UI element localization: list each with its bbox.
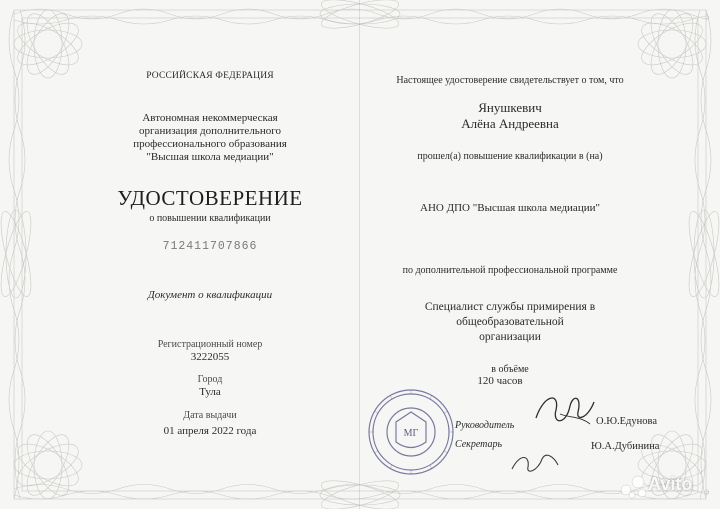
- secretary-signature: [508, 445, 563, 479]
- issuing-organization: [100, 112, 320, 164]
- program-line-2: организации: [479, 331, 541, 343]
- passed-statement: прошел(а) повышение квалификации в (на): [417, 151, 603, 162]
- org-line-3: профессионального образования: [133, 138, 287, 150]
- center-fold: [359, 0, 360, 509]
- document-title: УДОСТОВЕРЕНИЕ: [117, 186, 303, 210]
- certify-statement: Настоящее удостоверение свидетельствует о том, что: [396, 75, 624, 86]
- holder-surname: Янушкевич: [478, 100, 542, 115]
- city-label: Город: [197, 374, 223, 385]
- country-header: РОССИЙСКАЯ ФЕДЕРАЦИЯ: [146, 71, 274, 81]
- issue-date-label: Дата выдачи: [183, 410, 237, 421]
- watermark-text: Avito: [648, 474, 693, 494]
- official-seal: [366, 387, 456, 477]
- head-name: О.Ю.Едунова: [596, 416, 657, 427]
- org-line-4: "Высшая школа медиации": [146, 151, 274, 163]
- volume-label: в объёме: [491, 364, 529, 375]
- seal-monogram: МГ: [403, 428, 419, 439]
- program-name: [380, 300, 640, 345]
- registration-label: Регистрационный номер: [157, 339, 263, 350]
- secretary-name: Ю.А.Дубинина: [591, 441, 660, 452]
- org-line-2: организация дополнительного: [139, 125, 281, 137]
- org-line-1: Автономная некоммерческая: [142, 112, 278, 124]
- head-role-label: Руководитель: [455, 420, 515, 431]
- training-institution: АНО ДПО "Высшая школа медиации": [420, 202, 600, 214]
- program-line-1: Специалист службы примирения в общеобразовательной: [424, 301, 596, 328]
- volume-hours: 120 часов: [477, 375, 523, 387]
- head-signature: [530, 388, 598, 433]
- serial-number: 712411707866: [162, 240, 258, 253]
- document-type: Документ о квалификации: [147, 289, 273, 301]
- program-label: по дополнительной профессиональной программе: [402, 265, 618, 276]
- secretary-role-label: Секретарь: [455, 439, 503, 450]
- document-subtitle: о повышении квалификации: [149, 213, 271, 224]
- city-value: Тула: [199, 386, 221, 398]
- registration-number: 3222055: [190, 351, 230, 363]
- holder-given-names: Алёна Андреевна: [461, 116, 559, 131]
- issue-date: 01 апреля 2022 года: [163, 425, 257, 437]
